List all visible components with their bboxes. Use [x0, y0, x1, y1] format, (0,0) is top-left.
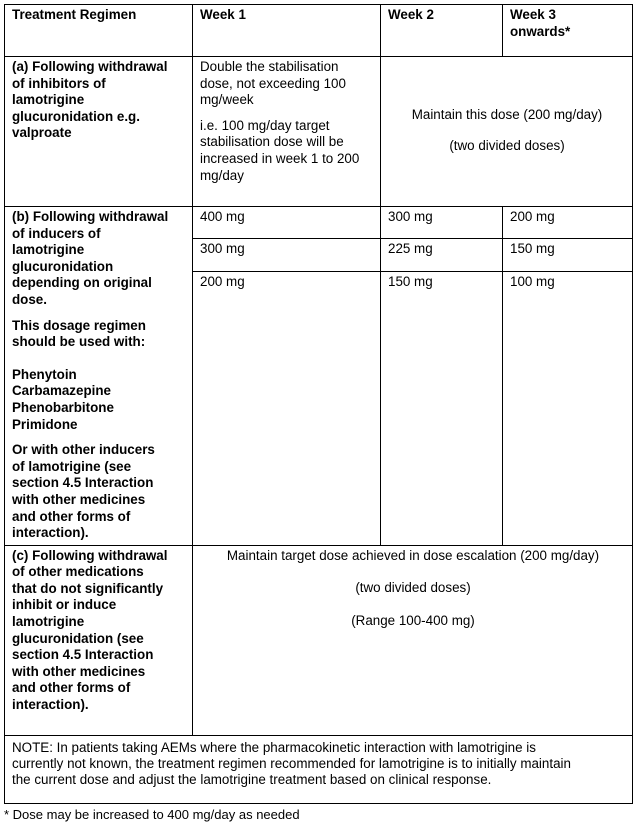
- row-c-maintain-dose: Maintain target dose achieved in dose escalation (200 mg/day): [226, 547, 600, 563]
- row-b-week3-dose-1: 200 mg: [503, 207, 633, 239]
- header-row: [5, 5, 633, 57]
- row-a-week1-example: i.e. 100 mg/day target stabilisation dose will be increased in week 1 to 200 mg/day: [200, 117, 360, 183]
- row-b-week2-dose-1: 300 mg: [381, 207, 503, 239]
- row-c-label: (c) Following withdrawal of other medications that do not significantly inhibit or induce lamotrigine glucuronidation (see section 4.5 Interaction with other medicines and other forms of interaction).: [5, 545, 193, 735]
- header-week-3-onwards: Week 3 onwards*: [503, 5, 633, 57]
- row-b-label: [5, 207, 193, 546]
- header-treatment-regimen: Treatment Regimen: [5, 5, 193, 57]
- row-a-maintain-divided: (two divided doses): [449, 138, 565, 153]
- row-b-week2-dose-3: 150 mg: [381, 272, 503, 546]
- row-b-week1-dose-2: 300 mg: [193, 239, 381, 272]
- row-b-week2-dose-2: 225 mg: [381, 239, 503, 272]
- row-c: [5, 545, 633, 735]
- row-b-week1-dose-3: 200 mg: [193, 272, 381, 546]
- row-b-dose-1: [5, 207, 633, 239]
- header-week-2: Week 2: [381, 5, 503, 57]
- row-a-maintain: [381, 57, 633, 207]
- row-c-maintain: [193, 545, 633, 735]
- row-b-label-other: Or with other inducers of lamotrigine (see section 4.5 Interaction with other medicines and other forms of interaction).: [12, 442, 155, 541]
- note-text: NOTE: In patients taking AEMs where the pharmacokinetic interaction with lamotrigine is currently not known, the treatment regimen recommended for lamotrigine is to initially maintain the current dose and adjust the lamotrigine treatment based on clinical response.: [5, 735, 633, 803]
- row-b-label-drugs: Phenytoin Carbamazepine Phenobarbitone Primidone: [12, 366, 114, 432]
- dosing-table: [4, 4, 633, 804]
- header-week-1: Week 1: [193, 5, 381, 57]
- row-a-week1-instruction: Double the stabilisation dose, not exceeding 100 mg/week: [200, 59, 346, 108]
- row-b-week3-dose-3: 100 mg: [503, 272, 633, 546]
- row-b-week3-dose-2: 150 mg: [503, 239, 633, 272]
- document: [4, 4, 632, 823]
- note-row: [5, 735, 633, 803]
- row-b-label-usage: This dosage regimen should be used with:: [12, 317, 146, 350]
- row-a-label: (a) Following withdrawal of inhibitors of lamotrigine glucuronidation e.g. valproate: [5, 57, 193, 207]
- row-c-maintain-range: (Range 100-400 mg): [351, 612, 475, 628]
- footnote: * Dose may be increased to 400 mg/day as needed: [4, 806, 300, 822]
- row-a-week1: [193, 57, 381, 207]
- row-b-label-intro: (b) Following withdrawal of inducers of lamotrigine glucuronidation depending on original dose.: [12, 209, 169, 307]
- row-b-week1-dose-1: 400 mg: [193, 207, 381, 239]
- row-a-maintain-dose: Maintain this dose (200 mg/day): [411, 107, 603, 123]
- row-a: [5, 57, 633, 207]
- row-c-maintain-divided: (two divided doses): [355, 580, 471, 596]
